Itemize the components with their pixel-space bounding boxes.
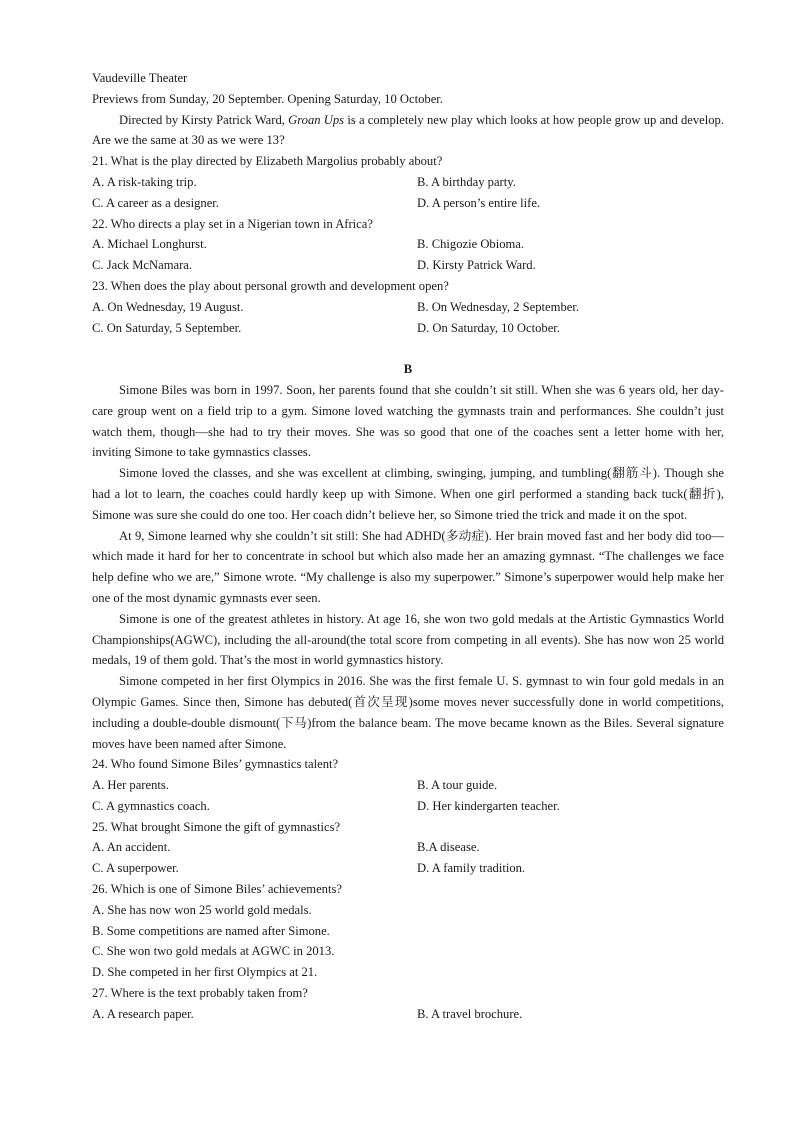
section-heading: B [403, 362, 413, 377]
option[interactable]: A. On Wednesday, 19 August. [92, 299, 244, 314]
option[interactable]: D. A person’s entire life. [417, 195, 541, 210]
passage-b [92, 380, 724, 754]
option[interactable]: C. A superpower. [92, 861, 179, 876]
passage-paragraph: Simone loved the classes, and she was excellent at climbing, swinging, jumping, and tumbling(翻筋斗). Though she had a lot to learn, the coaches could hardly keep up with Simone. When one girl performed a standing back tuck(翻折), Simone was sure she could do one too. Her coach didn’t believe her, so Simone tried the trick and made it on the spot. [92, 466, 724, 522]
option[interactable]: A. Her parents. [92, 778, 169, 793]
option[interactable]: B. Chigozie Obioma. [417, 237, 525, 252]
option[interactable]: D. Her kindergarten teacher. [417, 798, 560, 813]
option[interactable]: A. A risk-taking trip. [92, 174, 197, 189]
option-row [92, 796, 724, 817]
option-row [92, 297, 724, 318]
option[interactable]: C. A gymnastics coach. [92, 798, 210, 813]
option[interactable]: C. Jack McNamara. [92, 258, 193, 273]
option[interactable]: B. A birthday party. [417, 174, 516, 189]
passage-paragraph: At 9, Simone learned why she couldn’t sit still: She had ADHD(多动症). Her brain moved fast and her body did too—which made it hard for her to concentrate in school but which also made her an amazing gymnast. “The challenges we face help define who we are,” Simone wrote. “My challenge is also my superpower.” Simone’s superpower would help make her one of the most dynamic gymnasts ever seen. [92, 528, 724, 605]
passage-paragraph: Simone is one of the greatest athletes in history. At age 16, she won two gold medals at the Artistic Gymnastics World Championships(AGWC), including the all-around(the total score from competing in all events). She has now won 25 world medals, 19 of them gold. That’s the most in world gymnastics history. [92, 611, 724, 668]
option[interactable]: D. On Saturday, 10 October. [417, 320, 560, 335]
option[interactable]: B.A disease. [417, 840, 480, 855]
option[interactable]: D. She competed in her first Olympics at 21. [92, 965, 318, 980]
option[interactable]: D. A family tradition. [417, 861, 526, 876]
question-stem: 23. When does the play about personal growth and development open? [92, 278, 449, 293]
option-row [92, 172, 724, 193]
option-row [92, 234, 724, 255]
play-title: Groan Ups [288, 112, 345, 127]
question-stem: 24. Who found Simone Biles’ gymnastics talent? [92, 757, 339, 772]
option-row [92, 193, 724, 214]
passage-paragraph: Simone Biles was born in 1997. Soon, her parents found that she couldn’t sit still. When she was 6 years old, her day-care group went on a field trip to a gym. Simone loved watching the gymnasts train and performances. She couldn’t just watch them, though—she had to try their moves. She was so good that one of the coaches sent a letter home with her, inviting Simone to take gymnastics classes. [92, 382, 724, 460]
play-description: Directed by Kirsty Patrick Ward, Groan Ups is a completely new play which looks at how people grow up and develop. Are we the same at 30 as we were 13? [92, 112, 724, 148]
option-row [92, 775, 724, 796]
document-page [92, 68, 724, 1025]
option[interactable]: A. An accident. [92, 840, 171, 855]
question-stem: 27. Where is the text probably taken from? [92, 986, 308, 1001]
option[interactable]: A. Michael Longhurst. [92, 237, 207, 252]
option[interactable]: B. Some competitions are named after Simone. [92, 923, 330, 938]
passage-paragraph: Simone competed in her first Olympics in 2016. She was the first female U. S. gymnast to win four gold medals in an Olympic Games. Since then, Simone has debuted(首次呈现)some moves never successfully done in world competitions, including a double-double dismount(下马)from the balance beam. The move became known as the Biles. Several signature moves have been named after Simone. [92, 674, 724, 751]
option-row [92, 837, 724, 858]
venue-name: Vaudeville Theater [92, 71, 188, 85]
option[interactable]: B. A travel brochure. [417, 1006, 523, 1021]
option[interactable]: C. A career as a designer. [92, 195, 219, 210]
question-stem: 22. Who directs a play set in a Nigerian town in Africa? [92, 216, 373, 231]
question-stem: 25. What brought Simone the gift of gymnastics? [92, 819, 341, 834]
option[interactable]: C. On Saturday, 5 September. [92, 320, 242, 335]
option-row [92, 1004, 724, 1025]
spacer [92, 338, 724, 359]
play-dates: Previews from Sunday, 20 September. Opening Saturday, 10 October. [92, 91, 443, 106]
option[interactable]: B. A tour guide. [417, 778, 498, 793]
option[interactable]: B. On Wednesday, 2 September. [417, 299, 579, 314]
option[interactable]: A. She has now won 25 world gold medals. [92, 902, 312, 917]
option[interactable]: C. She won two gold medals at AGWC in 2013. [92, 944, 335, 959]
question-stem: 26. Which is one of Simone Biles’ achievements? [92, 882, 342, 897]
option-row [92, 858, 724, 879]
question-stem: 21. What is the play directed by Elizabeth Margolius probably about? [92, 154, 443, 169]
option-row [92, 318, 724, 339]
option[interactable]: D. Kirsty Patrick Ward. [417, 258, 536, 273]
option-row [92, 255, 724, 276]
option[interactable]: A. A research paper. [92, 1006, 194, 1021]
